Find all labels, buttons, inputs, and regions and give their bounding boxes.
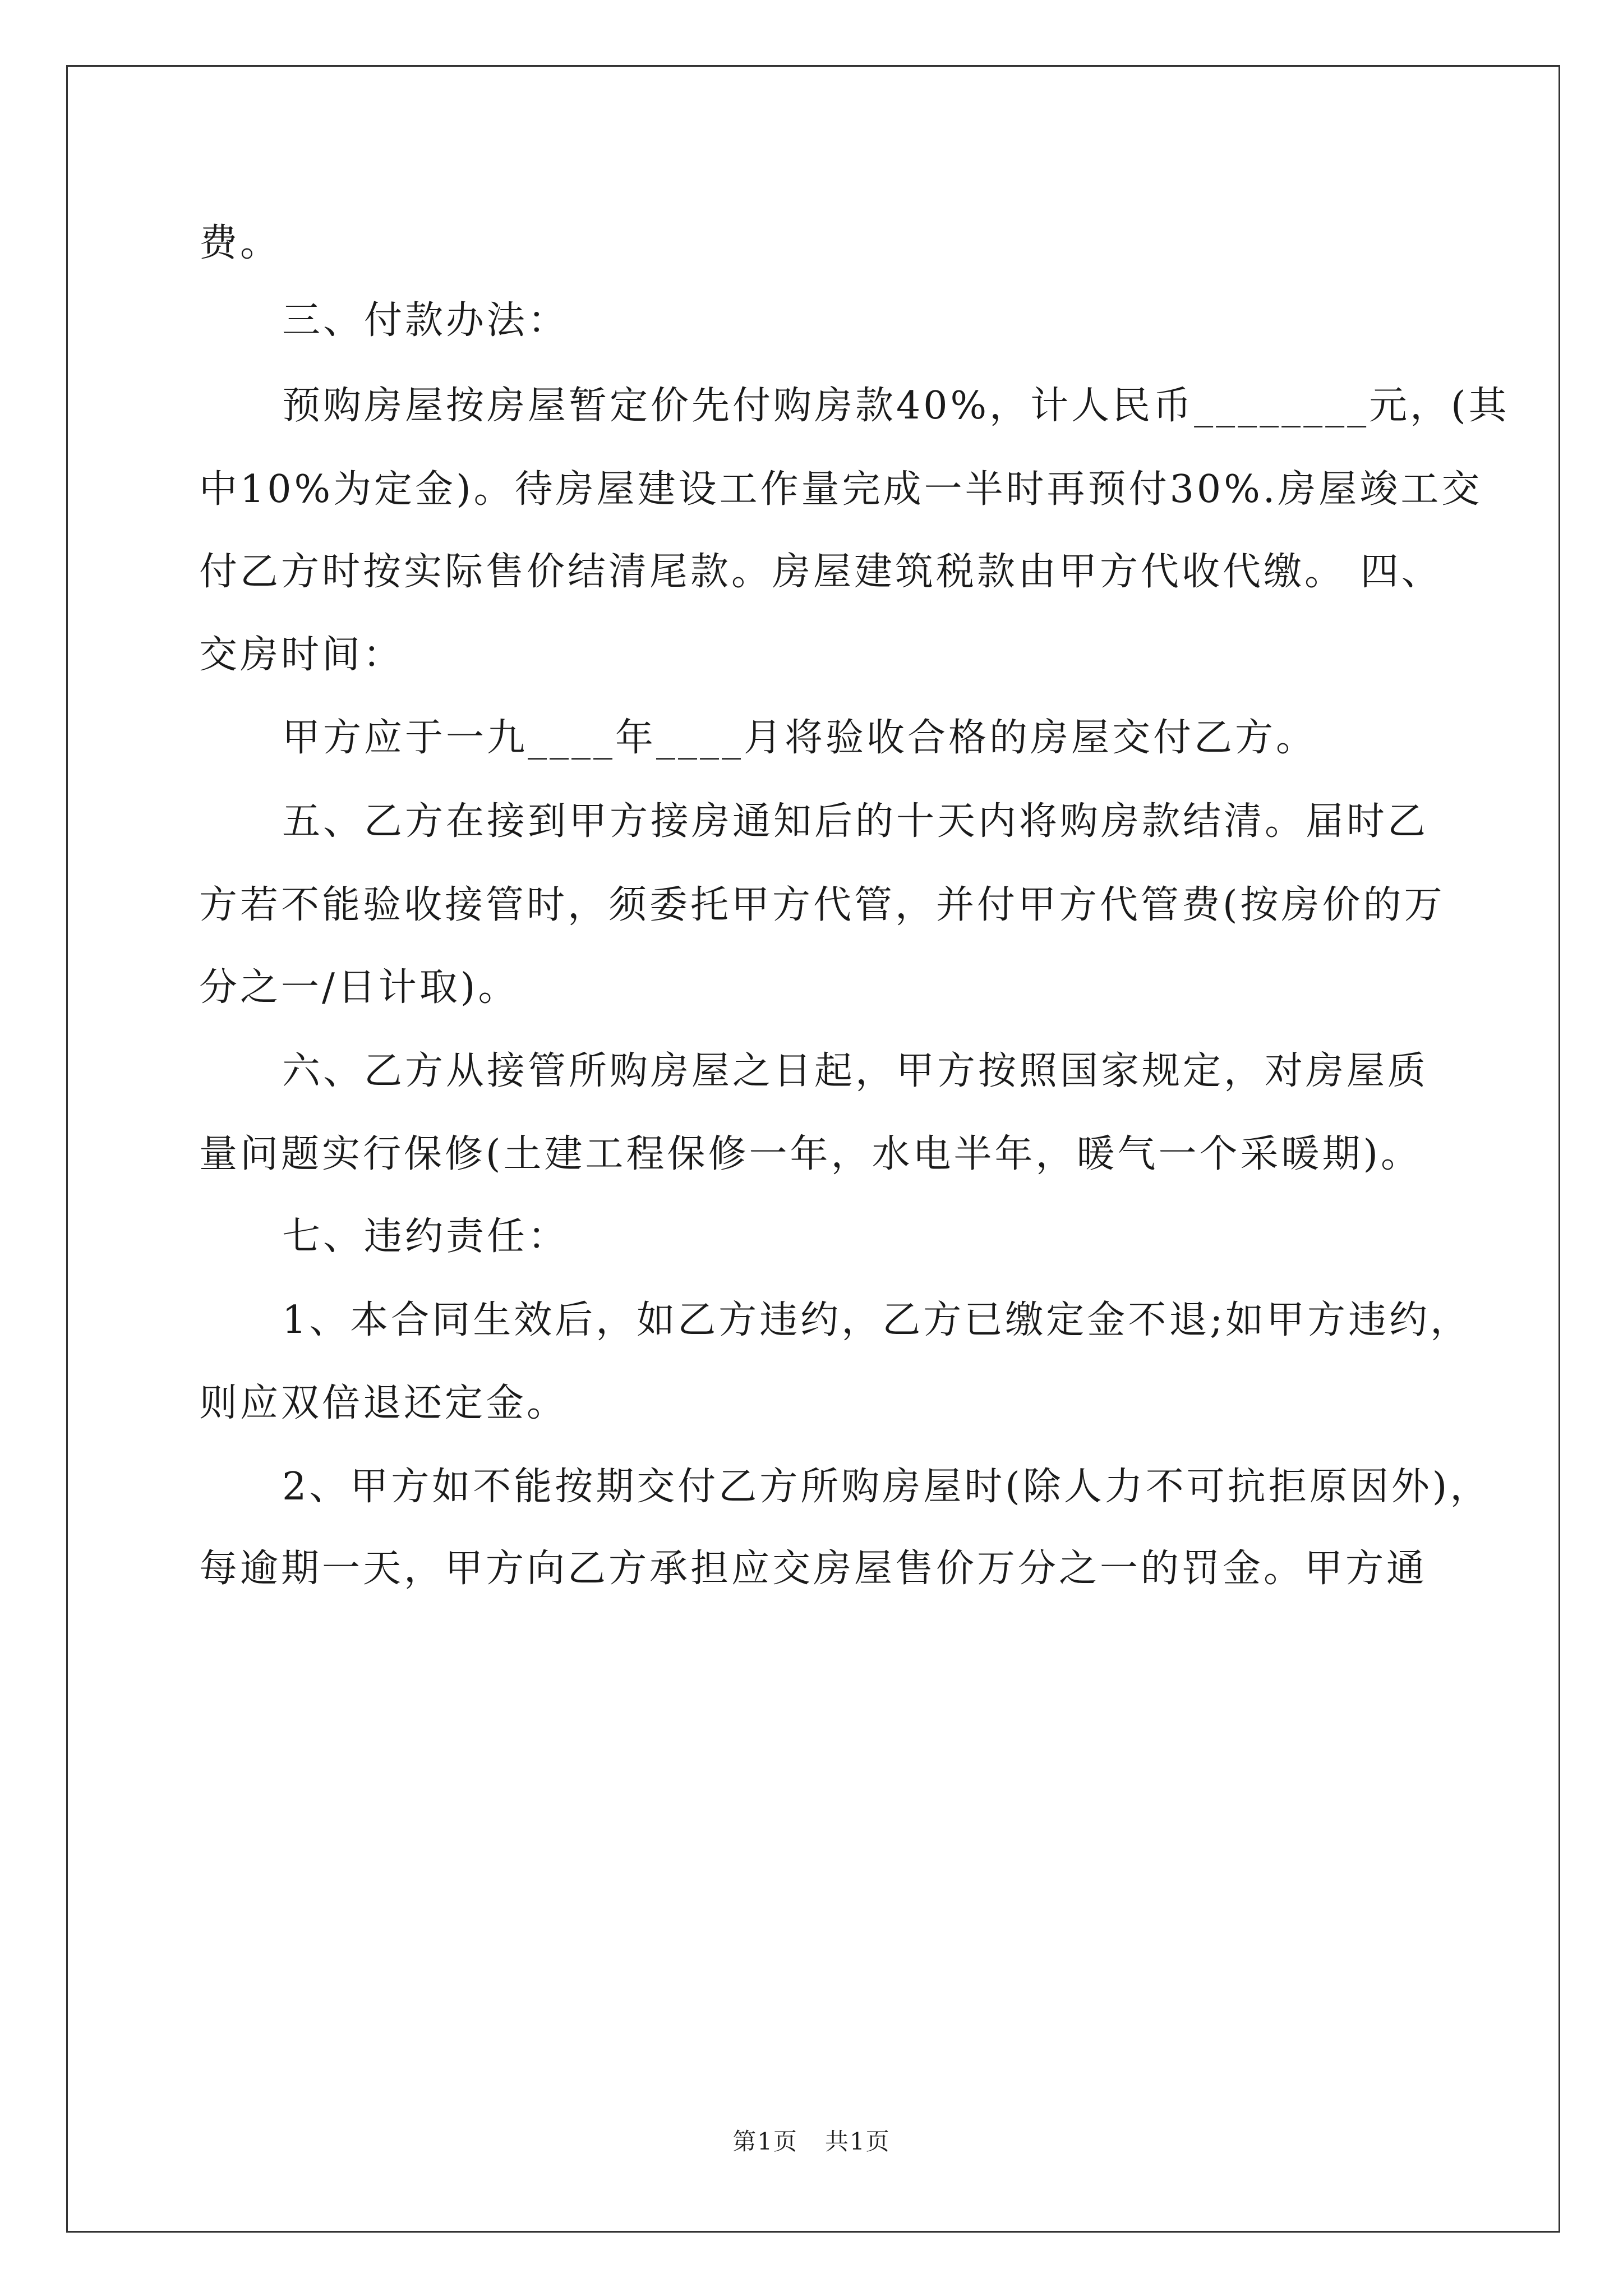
paragraph-line: 付乙方时按实际售价结清尾款。房屋建筑税款由甲方代收代缴。 四、: [199, 550, 1442, 594]
page-footer: [0, 2123, 1623, 2157]
paragraph-line: 费。: [199, 221, 282, 265]
paragraph-line: 每逾期一天，甲方向乙方承担应交房屋售价万分之一的罚金。甲方通: [199, 1547, 1428, 1591]
paragraph-line: 分之一/日计取)。: [199, 965, 519, 1010]
page-total: 共1页: [825, 2128, 891, 2155]
paragraph-line: 量问题实行保修(土建工程保修一年，水电半年，暖气一个采暖期)。: [199, 1132, 1422, 1176]
paragraph-line: 六、乙方从接管所购房屋之日起，甲方按照国家规定，对房屋质: [282, 1049, 1429, 1093]
paragraph-line: 则应双倍退还定金。: [199, 1381, 568, 1425]
section-heading-delivery: 交房时间：: [199, 633, 404, 677]
section-heading-payment: 三、付款办法：: [282, 298, 569, 343]
paragraph-line: 预购房屋按房屋暂定价先付购房款40%，计人民币________元，(其: [282, 384, 1510, 428]
paragraph-line: 2、甲方如不能按期交付乙方所购房屋时(除人力不可抗拒原因外)，: [282, 1465, 1491, 1509]
paragraph-line: 方若不能验收接管时，须委托甲方代管，并付甲方代管费(按房价的万: [199, 883, 1445, 927]
paragraph-line: 1、本合同生效后，如乙方违约，乙方已缴定金不退;如甲方违约，: [282, 1298, 1472, 1342]
paragraph-line: 五、乙方在接到甲方接房通知后的十天内将购房款结清。届时乙: [282, 799, 1429, 844]
paragraph-line: 甲方应于一九____年____月将验收合格的房屋交付乙方。: [282, 716, 1317, 760]
section-heading-liability: 七、违约责任：: [282, 1214, 569, 1259]
paragraph-line: 中10%为定金)。待房屋建设工作量完成一半时再预付30%.房屋竣工交: [199, 467, 1483, 512]
page-number: 第1页: [732, 2128, 798, 2155]
